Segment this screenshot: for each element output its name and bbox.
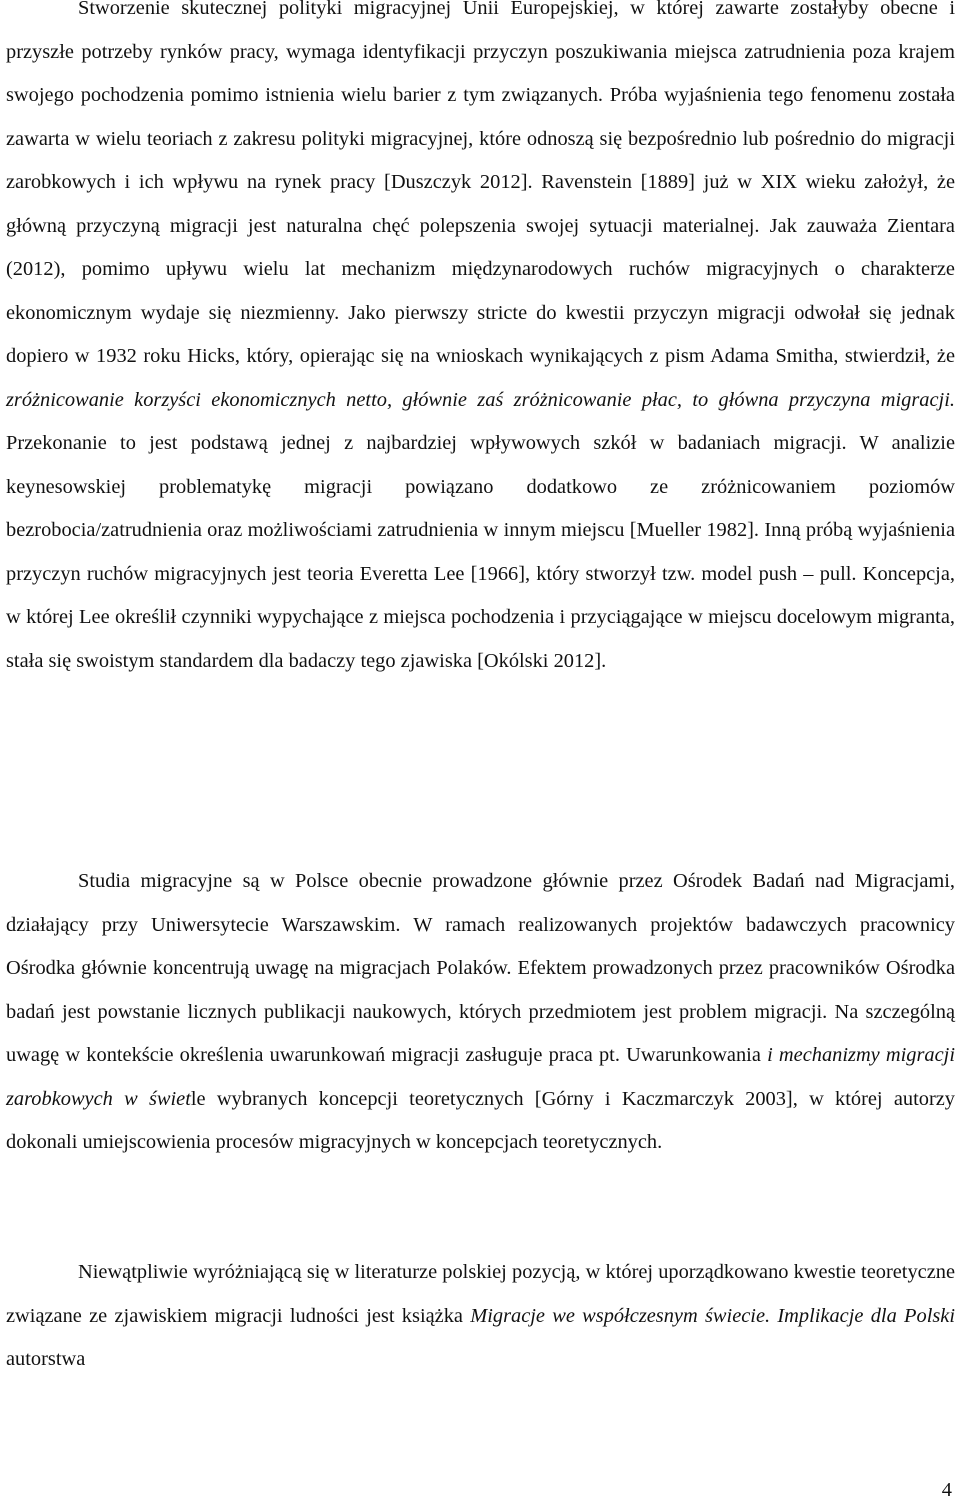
text-segment: Niewątpliwie wyróżniającą się w literaturze polskiej pozycją, w której uporządkowano kwestie teoretyczne związane ze zjawiskiem migracji ludności jest książka <box>6 1261 955 1327</box>
text-segment: autorstwa <box>6 1348 86 1370</box>
italic-quote-hicks: zróżnicowanie korzyści ekonomicznych netto, głównie zaś zróżnicowanie płac, to główna przyczyna migracji. <box>6 388 955 411</box>
italic-book-title: Migracje we współczesnym świecie. Implikacje dla Polski <box>470 1304 956 1327</box>
text-segment: Przekonanie to jest podstawą jednej z najbardziej wpływowych szkół w badaniach migracji. W analizie keynesowskiej problematykę migracji powiązano dodatkowo ze zróżnicowaniem poziomów bezrobocia/zatrudnienia oraz możliwościami zatrudnienia w innym miejscu [Mueller 1982]. Inną próbą wyjaśnienia przyczyn ruchów migracyjnych jest teoria Everetta Lee [1966], który stworzył tzw. model push – pull. Koncepcja, w której Lee określił czynniki wypychające z miejsca pochodzenia i przyciągające w miejscu docelowym migranta, stała się swoistym standardem dla badaczy tego zjawiska [Okólski 2012]. <box>6 432 955 672</box>
text-segment: Stworzenie skutecznej polityki migracyjnej Unii Europejskiej, w której zawarte zostałyby obecne i przyszłe potrzeby rynków pracy, wymaga identyfikacji przyczyn poszukiwania miejsca zatrudnienia poza krajem swojego pochodzenia pomimo istnienia wielu barier z tym związanych. Próba wyjaśnienia tego fenomenu została zawarta w wielu teoriach z zakresu polityki migracyjnej, które odnoszą się bezpośrednio lub pośrednio do migracji zarobkowych i ich wpływu na rynek pracy [Duszczyk 2012]. Ravenstein [1889] już w XIX wieku założył, że główną przyczyną migracji jest naturalna chęć polepszenia swojej sytuacji materialnej. Jak zauważa Zientara (2012), pomimo upływu wielu lat mechanizm międzynarodowych ruchów migracyjnych o charakterze ekonomicznym wydaje się niezmienny. Jako pierwszy stricte do kwestii przyczyn migracji odwołał się jednak dopiero w 1932 roku Hicks, który, opierając się na wnioskach wynikających z pism Adama Smitha, stwierdził, że <box>6 0 955 367</box>
paragraph-book-reference <box>6 1251 955 1382</box>
text-segment: Studia migracyjne są w Polsce obecnie prowadzone głównie przez Ośrodek Badań nad Migracjami, działający przy Uniwersytecie Warszawskim. W ramach realizowanych projektów badawczych pracownicy Ośrodka głównie koncentrują uwagę na migracjach Polaków. Efektem prowadzonych przez pracowników Ośrodka badań jest powstanie licznych publikacji naukowych, których przedmiotem jest problem migracji. Na szczególną uwagę w kontekście określenia uwarunkowań migracji zasługuje praca pt. Uwarunkowania <box>6 870 955 1066</box>
italic-title-fragment: i mechanizmy migracji zarobkowych w świet <box>6 1044 955 1110</box>
page-number: 4 <box>941 1479 952 1501</box>
paragraph-migration-theories <box>6 0 955 683</box>
paragraph-polish-research <box>6 860 955 1165</box>
text-segment: le wybranych koncepcji teoretycznych [Górny i Kaczmarczyk 2003], w której autorzy dokonali umiejscowienia procesów migracyjnych w koncepcjach teoretycznych. <box>6 1087 955 1153</box>
